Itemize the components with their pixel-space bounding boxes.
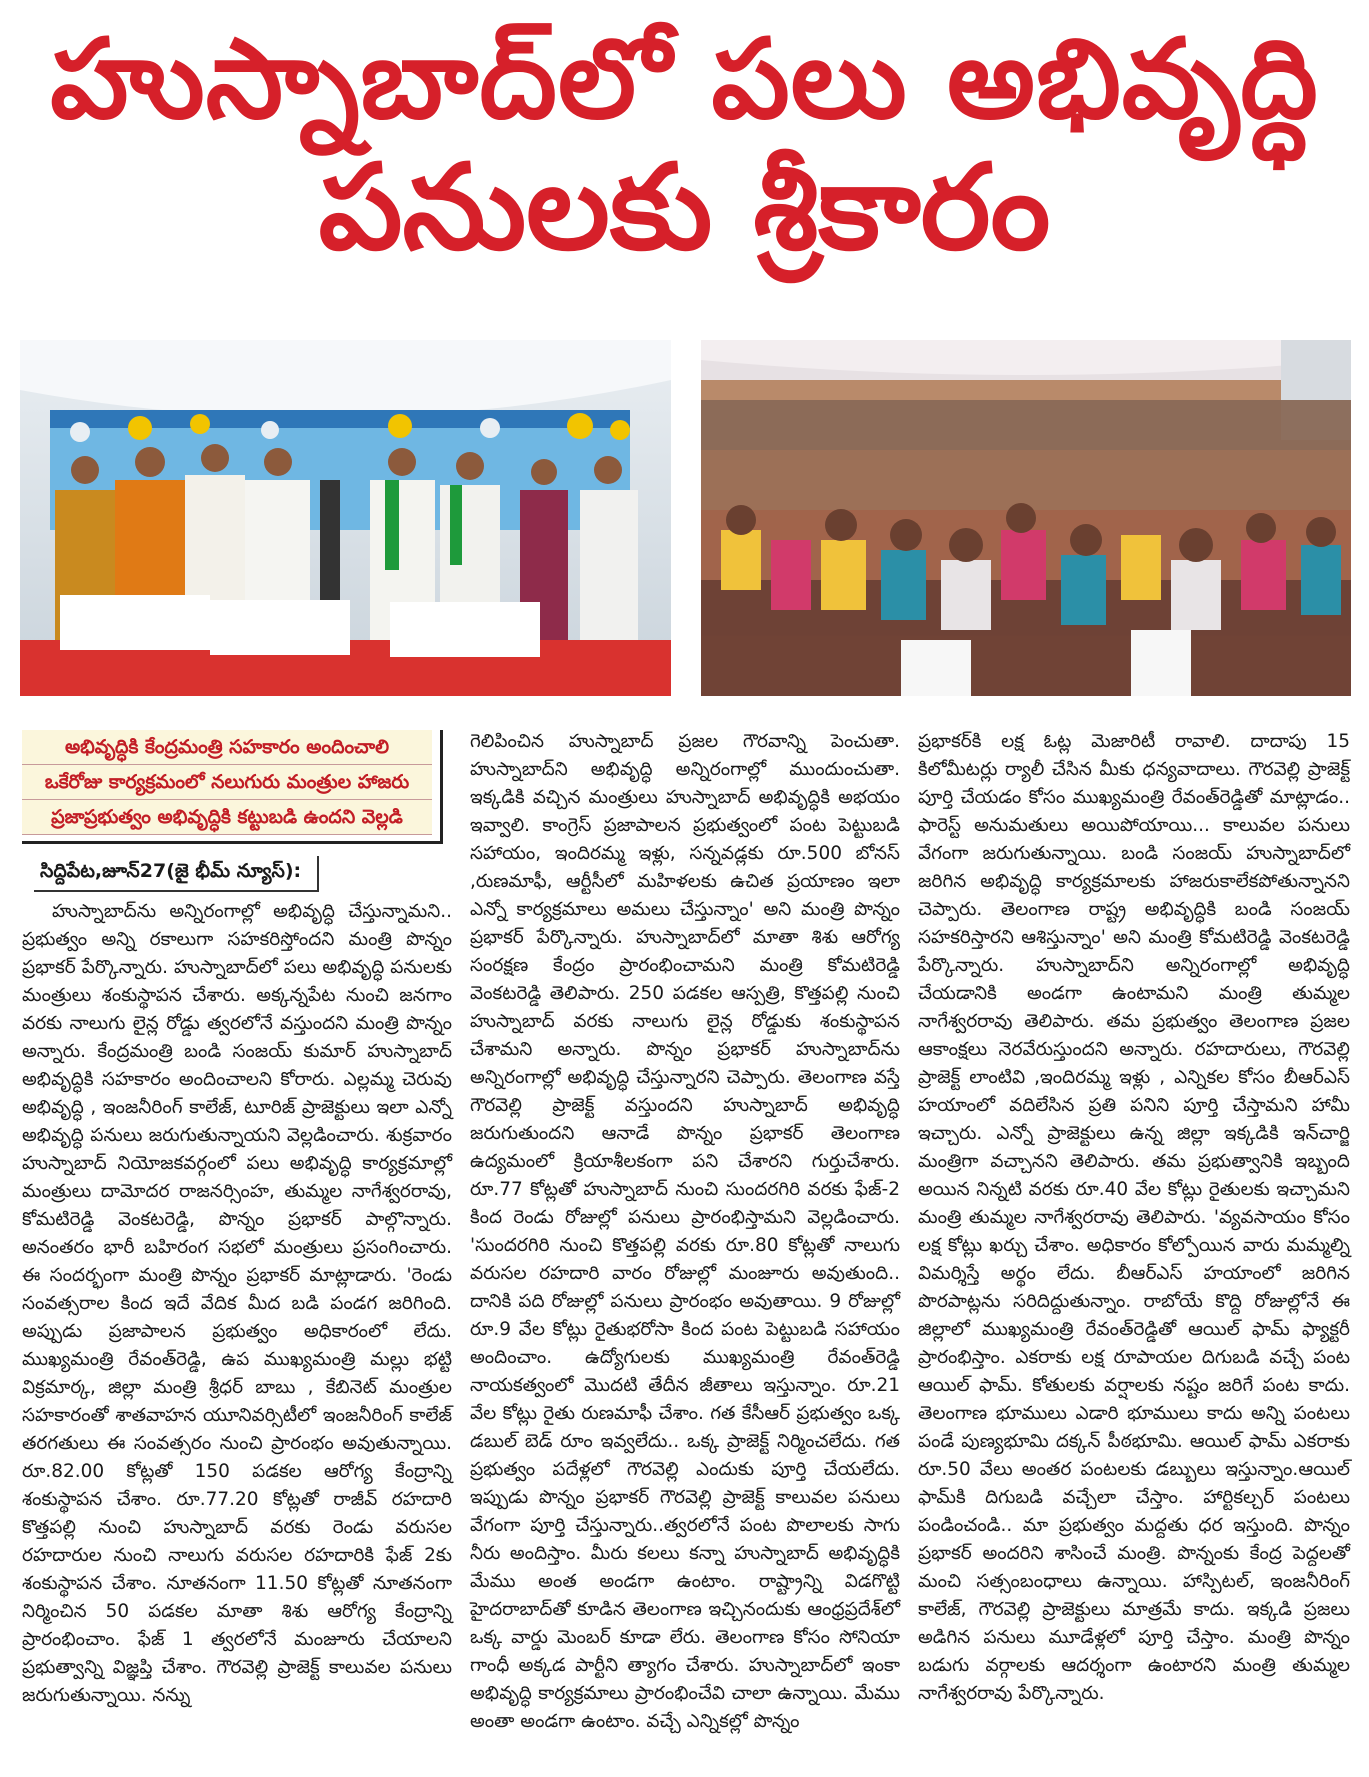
article-text-col3: ప్రభాకర్‌కి లక్ష ఓట్ల మెజారిటీ రావాలి. దాదాపు 15 కిలోమీటర్లు ర్యాలీ చేసిన మీకు ధన్యవాదాలు. గౌరవెల్లి ప్రాజెక్ట్ పూర్తి చేయడం కోసం ముఖ్యమంత్రి రేవంత్‌రెడ్డితో మాట్లాడం.. ఫారెస్ట్ అనుమతులు అయిపోయాయి... కాలువల పనులు వేగంగా జరుగుతున్నాయి. బండి సంజయ్ హుస్నాబాద్‌లో జరిగిన అభివృద్ధి కార్యక్రమాలకు హాజరుకాలేకపోతున్నానని చెప్పారు. తెలంగాణ రాష్ట్ర అభివృద్ధికి బండి సంజయ్ సహకరిస్తారని ఆశిస్తున్నాం' అని మంత్రి కోమటిరెడ్డి వెంకటరెడ్డి పేర్కొన్నారు. హుస్నాబాద్‌ని అన్నిరంగాల్లో అభివృద్ధి చేయడానికి అండగా ఉంటామని మంత్రి తుమ్మల నాగేశ్వరరావు తెలిపారు. తమ ప్రభుత్వం తెలంగాణ ప్రజల ఆకాంక్షలు నెరవేరుస్తుందని అన్నారు. రహదారులు, గౌరవెల్లి ప్రాజెక్ట్ లాంటివి ,ఇందిరమ్మ ఇళ్లు , ఎన్నికల కోసం బీఆర్ఎస్ హయాంలో వదిలేసిన ప్రతి పనిని పూర్తి చేస్తామని హామీ ఇచ్చారు. ఎన్నో ప్రాజెక్టులు ఉన్న జిల్లా ఇక్కడికి ఇన్‌చార్జి మంత్రిగా వచ్చానని తెలిపారు. తమ ప్రభుత్వానికి ఇబ్బంది అయిన నిన్నటి వరకు రూ.40 వేల కోట్లు రైతులకు ఇచ్చామని మంత్రి తుమ్మల నాగేశ్వరరావు తెలిపారు. 'వ్యవసాయం కోసం లక్ష కోట్లు ఖర్చు చేశాం. అధికారం కోల్పోయిన వారు మమ్మల్ని విమర్శిస్తే అర్థం లేదు. బీఆర్ఎస్ హయాంలో జరిగిన పొరపాట్లను సరిదిద్దుతున్నాం. రాబోయే కొద్ది రోజుల్లోనే ఈ జిల్లాలో ముఖ్యమంత్రి రేవంత్‌రెడ్డితో ఆయిల్ ఫామ్ ఫ్యాక్టరీ ప్రారంభిస్తాం. ఎకరాకు లక్ష రూపాయల దిగుబడి వచ్చే పంట ఆయిల్ ఫామ్. కోతులకు వర్షాలకు నష్టం జరిగే పంట కాదు. తెలంగాణ భూములు ఎడారి భూములు కాదు అన్ని పంటలు పండే పుణ్యభూమి దక్కన్ పీఠభూమి. ఆయిల్ ఫామ్ ఎకరాకు రూ.50 వేలు అంతర పంటలకు డబ్బులు ఇస్తున్నాం.ఆయిల్ ఫామ్‌కి దిగుబడి వచ్చేలా చేస్తాం. హార్టికల్చర్ పంటలు పండించండి.. మా ప్రభుత్వం మద్దతు ధర ఇస్తుంది. పొన్నం ప్రభాకర్ అందరిని శాసించే మంత్రి. పొన్నంకు కేంద్ర పెద్దలతో మంచి సత్సంబంధాలు ఉన్నాయి. హాస్పిటల్, ఇంజనీరింగ్ కాలేజ్, గౌరవెల్లి ప్రాజెక్టులు మాత్రమే కాదు. ఇక్కడి ప్రజలు అడిగిన పనులు మూడేళ్లలో పూర్తి చేస్తాం. మంత్రి పొన్నం బడుగు వర్గాలకు ఆదర్శంగా ఉంటారని మంత్రి తుమ్మల నాగేశ్వరరావు పేర్కొన్నారు.: [918, 731, 1350, 1704]
article-text-col2: గెలిపించిన హుస్నాబాద్ ప్రజల గౌరవాన్ని పెంచుతా. హుస్నాబాద్‌ని అభివృద్ధి అన్నిరంగాల్లో ముందుంచుతా. ఇక్కడికి వచ్చిన మంత్రులు హుస్నాబాద్ అభివృద్ధికి అభయం ఇవ్వాలి. కాంగ్రెస్ ప్రజాపాలన ప్రభుత్వంలో పంట పెట్టుబడి సహాయం, ఇందిరమ్మ ఇళ్లు, సన్నవడ్లకు రూ.500 బోనస్ ,రుణమాఫీ, ఆర్టీసీలో మహిళలకు ఉచిత ప్రయాణం ఇలా ఎన్నో కార్యక్రమాలు అమలు చేస్తున్నాం' అని మంత్రి పొన్నం ప్రభాకర్ పేర్కొన్నారు. హుస్నాబాద్‌లో మాతా శిశు ఆరోగ్య సంరక్షణ కేంద్రం ప్రారంభించామని మంత్రి కోమటిరెడ్డి వెంకటరెడ్డి తెలిపారు. 250 పడకల ఆస్పత్రి, కొత్తపల్లి నుంచి హుస్నాబాద్ వరకు నాలుగు లైన్ల రోడ్డుకు శంకుస్థాపన చేశామని అన్నారు. పొన్నం ప్రభాకర్ హుస్నాబాద్‌ను అన్నిరంగాల్లో అభివృద్ధి చేస్తున్నారని చెప్పారు. తెలంగాణ వస్తే గౌరవెల్లి ప్రాజెక్ట్ వస్తుందని హుస్నాబాద్ అభివృద్ధి జరుగుతుందని ఆనాడే పొన్నం ప్రభాకర్ తెలంగాణ ఉద్యమంలో క్రియాశీలకంగా పని చేశారని గుర్తుచేశారు. రూ.77 కోట్లతో హుస్నాబాద్ నుంచి సుందరగిరి వరకు ఫేజ్-2 కింద రెండు రోజుల్లో పనులు ప్రారంభిస్తామని వెల్లడించారు. 'సుందరగిరి నుంచి కొత్తపల్లి వరకు రూ.80 కోట్లతో నాలుగు వరుసల రహదారి వారం రోజుల్లో మంజూరు అవుతుంది.. దానికి పది రోజుల్లో పనులు ప్రారంభం అవుతాయి. 9 రోజుల్లో రూ.9 వేల కోట్లు రైతుభరోసా కింద పంట పెట్టుబడి సహాయం అందించాం. ఉద్యోగులకు ముఖ్యమంత్రి రేవంత్‌రెడ్డి నాయకత్వంలో మొదటి తేదీన జీతాలు ఇస్తున్నాం. రూ.21 వేల కోట్లు రైతు రుణమాఫీ చేశాం. గత కేసీఆర్ ప్రభుత్వం ఒక్క డబుల్ బెడ్ రూం ఇవ్వలేదు.. ఒక్క ప్రాజెక్ట్ నిర్మించలేదు. గత ప్రభుత్వం పదేళ్లలో గౌరవెల్లి ఎందుకు పూర్తి చేయలేదు. ఇప్పుడు పొన్నం ప్రభాకర్ గౌరవెల్లి ప్రాజెక్ట్ కాలువల పనులు వేగంగా పూర్తి చేస్తున్నారు..త్వరలోనే పంట పొలాలకు సాగు నీరు అందిస్తాం. మీరు కలలు కన్నా హుస్నాబాద్ అభివృద్ధికి మేము అంత అండగా ఉంటాం. రాష్ట్రాన్ని విడగొట్టి హైదరాబాద్‌తో కూడిన తెలంగాణ ఇచ్చినందుకు ఆంధ్రప్రదేశ్‌లో ఒక్క వార్డు మెంబర్ కూడా లేరు. తెలంగాణ కోసం సోనియా గాంధీ అక్కడ పార్టీని త్యాగం చేశారు. హుస్నాబాద్‌లో ఇంకా అభివృద్ధి కార్యక్రమాలు ప్రారంభించేవి చాలా ఉన్నాయి. మేము అంతా అండగా ఉంటాం. వచ్చే ఎన్నికల్లో పొన్నం: [470, 731, 900, 1732]
headline: [0, 15, 1369, 277]
article-column-2: [470, 728, 900, 1736]
headline-line-2: పనులకు శ్రీకారం: [318, 138, 1051, 277]
stage-photo: [20, 340, 671, 696]
subheads-box: [22, 730, 443, 844]
article-column-3: [918, 728, 1350, 1708]
dateline: సిద్దిపేట,జూన్27(జై భీమ్ న్యూస్):: [34, 856, 319, 892]
subhead-2: ఒకేరోజు కార్యక్రమంలో నలుగురు మంత్రుల హాజరు: [22, 765, 432, 800]
subhead-1: అభివృద్ధికి కేంద్రమంత్రి సహకారం అందించాలి: [22, 730, 432, 765]
subhead-3: ప్రజాప్రభుత్వం అభివృద్ధికి కట్టుబడి ఉందని వెల్లడి: [22, 800, 432, 835]
stage-photo-image: [20, 340, 671, 696]
audience-photo: [701, 340, 1351, 696]
headline-line-1: హుస్నాబాద్‌లో పలు అభివృద్ధి: [50, 15, 1319, 143]
article-text-col1: హుస్నాబాద్‌ను అన్నిరంగాల్లో అభివృద్ధి చేస్తున్నామని.. ప్రభుత్వం అన్ని రకాలుగా సహకరిస్తోందని మంత్రి పొన్నం ప్రభాకర్ పేర్కొన్నారు. హుస్నాబాద్‌లో పలు అభివృద్ధి పనులకు మంత్రులు శంకుస్థాపన చేశారు. అక్కన్నపేట నుంచి జనగాం వరకు నాలుగు లైన్ల రోడ్డు త్వరలోనే వస్తుందని మంత్రి పొన్నం అన్నారు. కేంద్రమంత్రి బండి సంజయ్ కుమార్ హుస్నాబాద్ అభివృద్ధికి సహకారం అందించాలని కోరారు. ఎల్లమ్మ చెరువు అభివృద్ధి , ఇంజనీరింగ్ కాలేజ్, టూరిజ్ ప్రాజెక్టులు ఇలా ఎన్నో అభివృద్ధి పనులు జరుగుతున్నాయని వెల్లడించారు. శుక్రవారం హుస్నాబాద్ నియోజకవర్గంలో పలు అభివృద్ధి కార్యక్రమాల్లో మంత్రులు దామోదర రాజనర్సింహ, తుమ్మల నాగేశ్వరరావు, కోమటిరెడ్డి వెంకటరెడ్డి, పొన్నం ప్రభాకర్ పాల్గొన్నారు. అనంతరం భారీ బహిరంగ సభలో మంత్రులు ప్రసంగించారు. ఈ సందర్భంగా మంత్రి పొన్నం ప్రభాకర్ మాట్లాడారు. 'రెండు సంవత్సరాల కింద ఇదే వేదిక మీద బడి పండగ జరిగింది. అప్పుడు ప్రజాపాలన ప్రభుత్వం అధికారంలో లేదు. ముఖ్యమంత్రి రేవంత్‌రెడ్డి, ఉప ముఖ్యమంత్రి మల్లు భట్టి విక్రమార్క, జిల్లా మంత్రి శ్రీధర్ బాబు , కేబినెట్ మంత్రుల సహకారంతో శాతవాహన యూనివర్సిటీలో ఇంజనీరింగ్ కాలేజ్ తరగతులు ఈ సంవత్సరం నుంచి ప్రారంభం అవుతున్నాయి. రూ.82.00 కోట్లతో 150 పడకల ఆరోగ్య కేంద్రాన్ని శంకుస్థాపన చేశాం. రూ.77.20 కోట్లతో రాజీవ్ రహదారి కొత్తపల్లి నుంచి హుస్నాబాద్ వరకు రెండు వరుసల రహదారుల నుంచి నాలుగు వరుసల రహదారికి ఫేజ్ 2కు శంకుస్థాపన చేశాం. నూతనంగా 11.50 కోట్లతో నూతనంగా నిర్మించిన 50 పడకల మాతా శిశు ఆరోగ్య కేంద్రాన్ని ప్రారంభించాం. ఫేజ్ 1 త్వరలోనే మంజూరు చేయాలని ప్రభుత్వాన్ని విజ్ఞప్తి చేశాం. గౌరవెల్లి ప్రాజెక్ట్ కాలువల పనులు జరుగుతున్నాయి. నన్ను: [22, 901, 452, 1706]
article-column-1: [22, 730, 452, 1710]
audience-photo-image: [701, 340, 1351, 696]
